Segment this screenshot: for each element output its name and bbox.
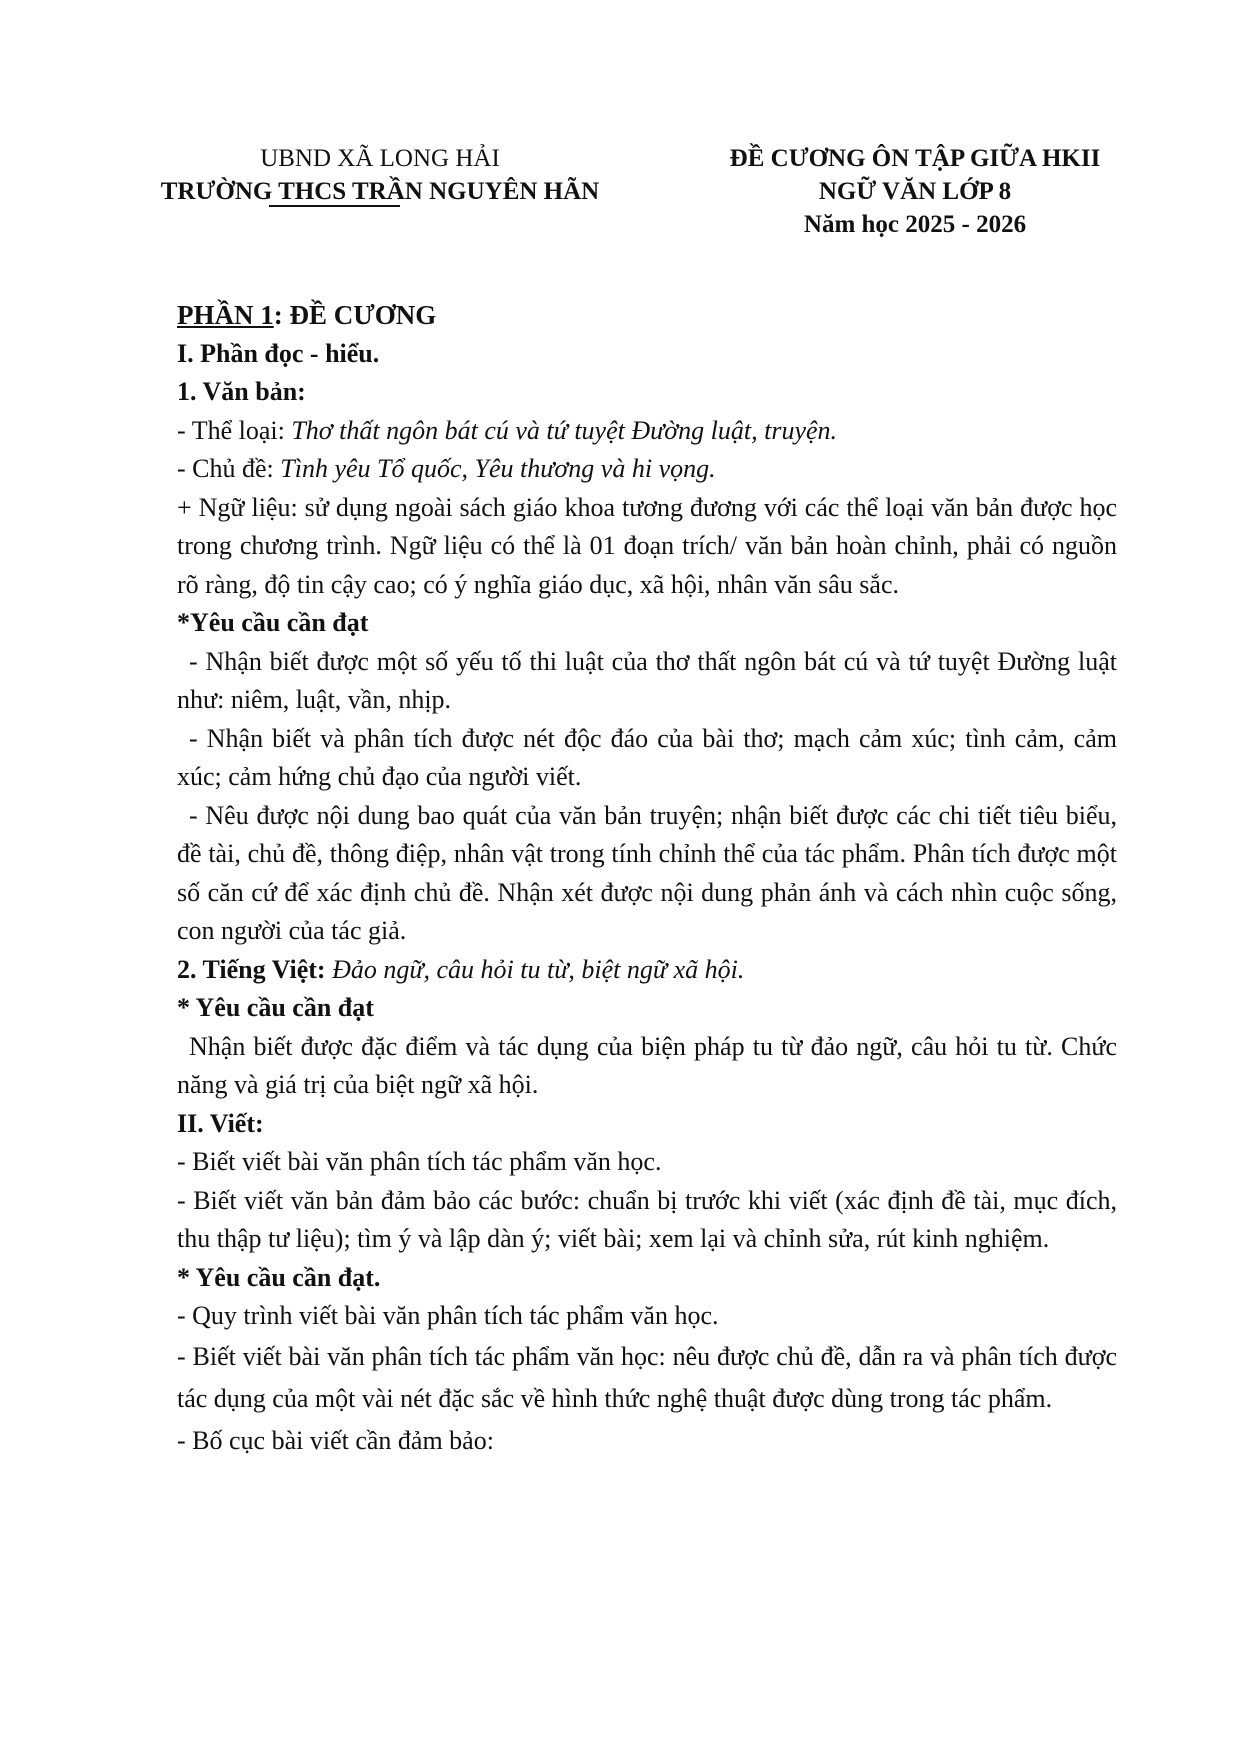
writing-requirement-item: - Biết viết bài văn phân tích tác phẩm văn học: nêu được chủ đề, dẫn ra và phân tích được tác dụng của một vài nét đặc sắc về hình thức nghệ thuật được dùng trong tác phẩm.: [177, 1341, 1117, 1413]
writing-requirement-item: - Quy trình viết bài văn phân tích tác phẩm văn học.: [177, 1301, 719, 1330]
requirement-item: - Nêu được nội dung bao quát của văn bản truyện; nhận biết được các chi tiết tiêu biểu, đề tài, chủ đề, thông điệp, nhân vật trong tính chỉnh thể của tác phẩm. Phân tích được một số căn cứ để xác định chủ đề. Nhận xét được nội dung phản ánh và cách nhìn cuộc sống, con người của tác giả.: [177, 800, 1117, 945]
genre-value: Thơ thất ngôn bát cú và tứ tuyệt Đường luật, truyện.: [291, 415, 838, 445]
section-heading-writing: II. Viết:: [177, 1108, 264, 1138]
theme-label: - Chủ đề:: [177, 454, 281, 483]
section-heading-reading: I. Phần đọc - hiểu.: [177, 338, 380, 368]
writing-item: - Biết viết văn bản đảm bảo các bước: chuẩn bị trước khi viết (xác định đề tài, mục đích, thu thập tư liệu); tìm ý và lập dàn ý; viết bài; xem lại và chỉnh sửa, rút kinh nghiệm.: [177, 1185, 1117, 1253]
part-label: PHẦN 1: [177, 300, 274, 330]
requirements-text-2: Nhận biết được đặc điểm và tác dụng của biện pháp tu từ đảo ngữ, câu hỏi tu từ. Chức năng và giá trị của biệt ngữ xã hội.: [177, 1031, 1117, 1099]
writing-item: - Biết viết bài văn phân tích tác phẩm văn học.: [177, 1147, 662, 1176]
vietnamese-topics: Đảo ngữ, câu hỏi tu từ, biệt ngữ xã hội.: [332, 954, 745, 984]
theme-line: [177, 450, 1117, 489]
part-title: : ĐỀ CƯƠNG: [273, 300, 437, 330]
vietnamese-heading: 2. Tiếng Việt:: [177, 954, 333, 984]
vietnamese-line: [177, 951, 1117, 990]
subject-title: NGỮ VĂN LỚP 8: [818, 178, 1012, 205]
school-name: TRƯỜNG THCS TRẦN NGUYÊN HÃN: [160, 178, 600, 205]
material-paragraph: + Ngữ liệu: sử dụng ngoài sách giáo khoa tương đương với các thể loại văn bản được học trong chương trình. Ngữ liệu có thể là 01 đoạn trích/ văn bản hoàn chỉnh, phải có nguồn rõ ràng, độ tin cậy cao; có ý nghĩa giáo dục, xã hội, nhân văn sâu sắc.: [177, 492, 1117, 599]
writing-requirements-heading: * Yêu cầu cần đạt.: [177, 1262, 381, 1292]
requirements-heading-2: * Yêu cầu cần đạt: [177, 993, 374, 1022]
header-right: [690, 142, 1140, 241]
writing-requirement-item: - Bố cục bài viết cần đảm bảo:: [177, 1425, 494, 1455]
requirements-heading: *Yêu cầu cần đạt: [177, 608, 369, 637]
part-heading: [177, 296, 1117, 335]
school-year: Năm học 2025 - 2026: [803, 211, 1027, 238]
document-title: ĐỀ CƯƠNG ÔN TẬP GIỮA HKII: [729, 145, 1101, 172]
genre-line: [177, 412, 1117, 451]
requirement-item: - Nhận biết và phân tích được nét độc đáo của bài thơ; mạch cảm xúc; tình cảm, cảm xúc; cảm hứng chủ đạo của người viết.: [177, 723, 1117, 791]
header-left: [140, 142, 620, 208]
theme-value: Tình yêu Tổ quốc, Yêu thương và hi vọng.: [280, 454, 716, 483]
subheading-text: 1. Văn bản:: [177, 377, 306, 406]
header-underline: [269, 205, 400, 207]
genre-label: - Thể loại:: [177, 415, 292, 445]
authority-name: UBND XÃ LONG HẢI: [260, 145, 500, 172]
requirement-item: - Nhận biết được một số yếu tố thi luật của thơ thất ngôn bát cú và tứ tuyệt Đường luật như: niêm, luật, vần, nhịp.: [177, 646, 1117, 714]
document-body: [177, 296, 1117, 1462]
